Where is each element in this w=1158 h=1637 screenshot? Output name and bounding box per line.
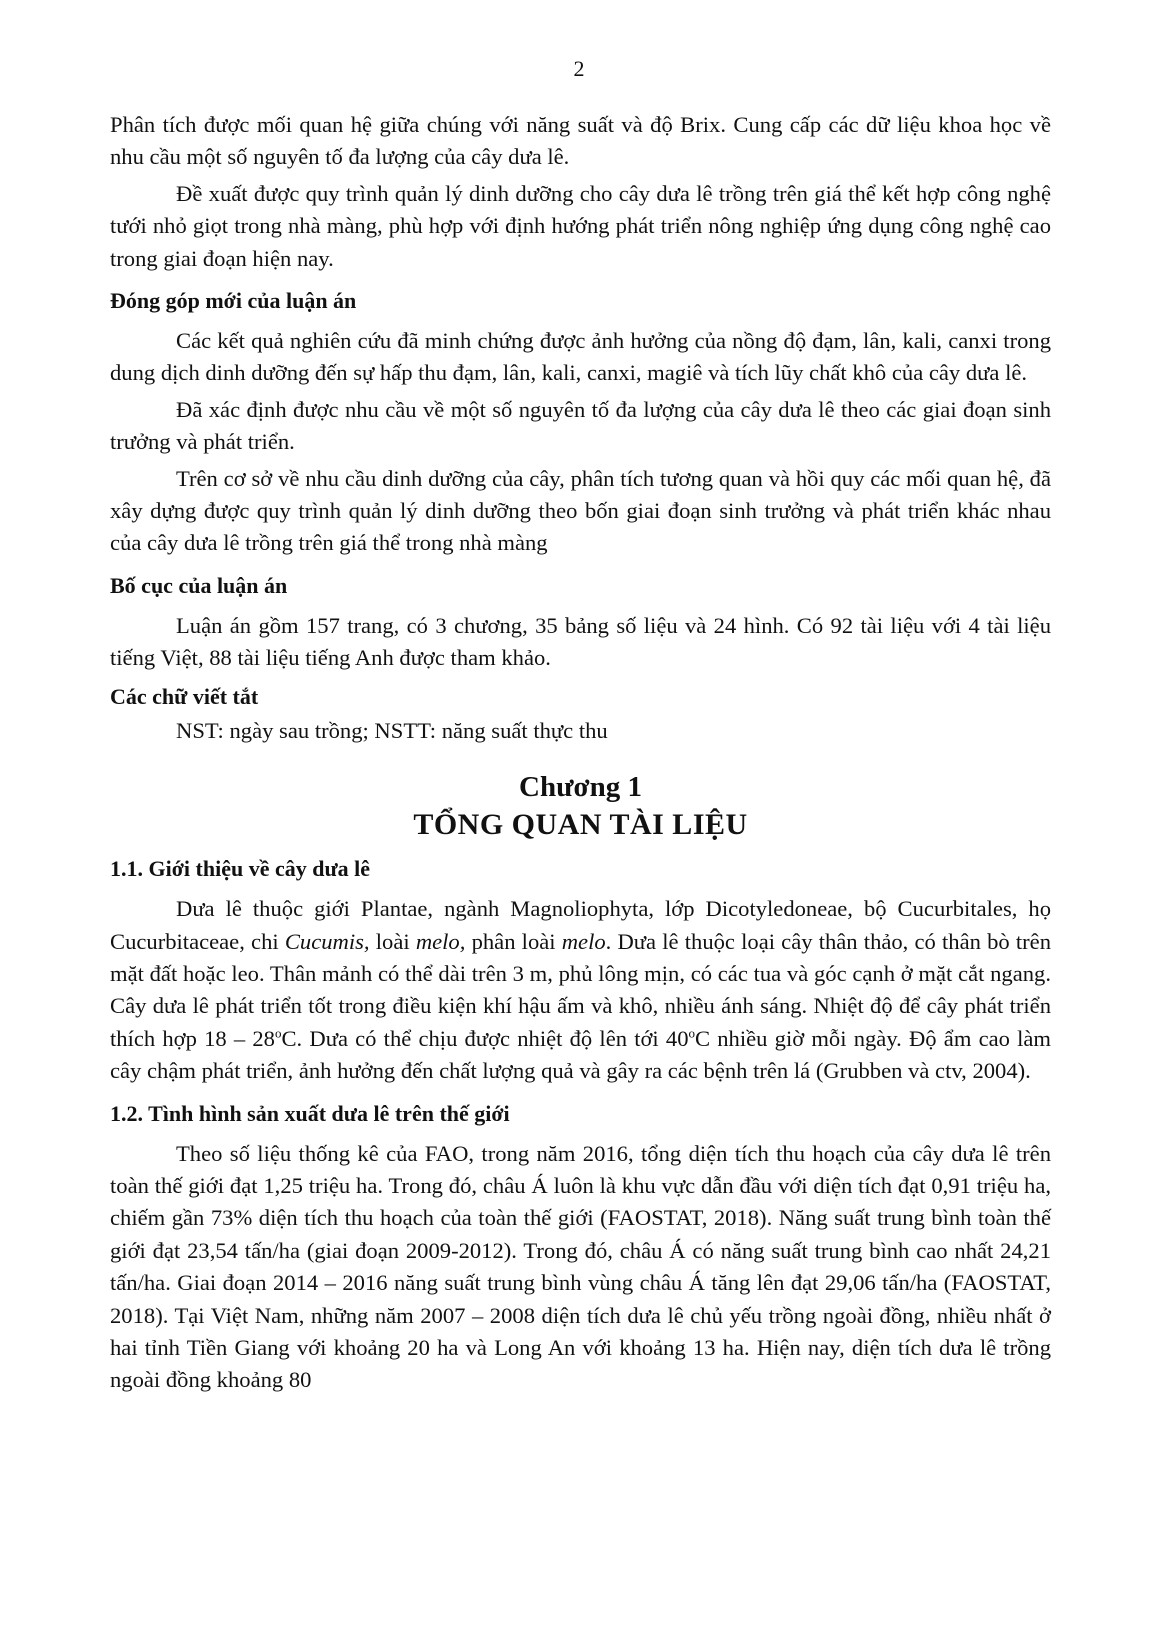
contributions-paragraph-3: Trên cơ sở về nhu cầu dinh dưỡng của cây, phân tích tương quan và hồi quy các mối quan hệ, đã xây dựng được quy trình quản lý dinh dưỡng theo bốn giai đoạn sinh trưởng và phát triển khác nhau của cây dưa lê trồng trên giá thể trong nhà màng bbox=[110, 465, 1051, 556]
chapter-title: TỔNG QUAN TÀI LIỆU bbox=[413, 808, 748, 842]
contributions-paragraph-2: Đã xác định được nhu cầu về một số nguyên tố đa lượng của cây dưa lê theo các giai đoạn sinh trưởng và phát triển. bbox=[110, 396, 1051, 455]
genus-name: Cucumis, bbox=[284, 928, 370, 954]
intro-paragraph-2: Đề xuất được quy trình quản lý dinh dưỡng cho cây dưa lê trồng trên giá thể kết hợp công nghệ tưới nhỏ giọt trong nhà màng, phù hợp với định hướng phát triển nông nghiệp ứng dụng công nghệ cao trong giai đoạn hiện nay. bbox=[110, 180, 1051, 271]
section-1-2-paragraph: Theo số liệu thống kê của FAO, trong năm 2016, tổng diện tích thu hoạch của cây dưa lê trên toàn thế giới đạt 1,25 triệu ha. Trong đó, châu Á luôn là khu vực dẫn đầu với diện tích đạt 0,91 triệu ha, chiếm gần 73% diện tích thu hoạch của toàn thế giới (FAOSTAT, 2018). Năng suất trung bình toàn thế giới đạt 23,54 tấn/ha (giai đoạn 2009-2012). Trong đó, châu Á có năng suất trung bình cao nhất 24,21 tấn/ha. Giai đoạn 2014 – 2016 năng suất trung bình vùng châu Á tăng lên đạt 29,06 tấn/ha (FAOSTAT, 2018). Tại Việt Nam, những năm 2007 – 2008 diện tích dưa lê chủ yếu trồng ngoài đồng, nhiều nhất ở hai tỉnh Tiền Giang với khoảng 20 ha và Long An với khoảng 13 ha. Hiện nay, diện tích dưa lê trồng ngoài đồng khoảng 80 bbox=[110, 1140, 1051, 1393]
chapter-label: Chương 1 bbox=[519, 771, 642, 804]
degree-superscript: o bbox=[274, 1025, 282, 1041]
section-1-1-heading: 1.1. Giới thiệu về cây dưa lê bbox=[110, 856, 371, 882]
abbreviations-paragraph: NST: ngày sau trồng; NSTT: năng suất thực thu bbox=[176, 717, 608, 743]
layout-paragraph: Luận án gồm 157 trang, có 3 chương, 35 bảng số liệu và 24 hình. Có 92 tài liệu với 4 tài liệu tiếng Việt, 88 tài liệu tiếng Anh được tham khảo. bbox=[110, 612, 1051, 671]
layout-heading: Bố cục của luận án bbox=[110, 572, 288, 598]
subspecies-name: melo bbox=[561, 928, 606, 954]
chapter-heading bbox=[110, 769, 1051, 843]
abbreviations-heading: Các chữ viết tắt bbox=[110, 683, 259, 709]
section-1-2-heading: 1.2. Tình hình sản xuất dưa lê trên thế giới bbox=[110, 1100, 510, 1126]
contributions-paragraph-1: Các kết quả nghiên cứu đã minh chứng được ảnh hưởng của nồng độ đạm, lân, kali, canxi trong dung dịch dinh dưỡng đến sự hấp thu đạm, lân, kali, canxi, magiê và tích lũy chất khô của cây dưa lê. bbox=[110, 328, 1051, 386]
intro-paragraph-1: Phân tích được mối quan hệ giữa chúng với năng suất và độ Brix. Cung cấp các dữ liệu khoa học về nhu cầu một số nguyên tố đa lượng của cây dưa lê. bbox=[110, 112, 1051, 170]
species-name: melo, bbox=[415, 928, 466, 954]
section-1-1-paragraph: Dưa lê thuộc giới Plantae, ngành Magnoliophyta, lớp Dicotyledoneae, bộ Cucurbitales, họ Cucurbitaceae, chi Cucumis, loài melo, phân loài melo. Dưa lê thuộc loại cây thân thảo, có thân bò trên mặt đất hoặc leo. Thân mảnh có thể dài trên 3 m, phủ lông mịn, có các tua và góc cạnh ở mặt cắt ngang. Cây dưa lê phát triển tốt trong điều kiện khí hậu ấm và khô, nhiều ánh sáng. Nhiệt độ để cây phát triển thích hợp 18 – 28$^o$C. Dưa có thể chịu được nhiệt độ lên tới 40$^o$C nhiều giờ mỗi ngày. Độ ẩm cao làm cây chậm phát triển, ảnh hưởng đến chất lượng quả và gây ra các bệnh trên lá (Grubben và ctv, 2004). bbox=[110, 896, 1052, 1084]
document-body bbox=[110, 109, 1051, 1397]
page-number: 2 bbox=[573, 56, 585, 81]
degree-superscript: o bbox=[688, 1025, 695, 1041]
contributions-heading: Đóng góp mới của luận án bbox=[110, 288, 357, 314]
